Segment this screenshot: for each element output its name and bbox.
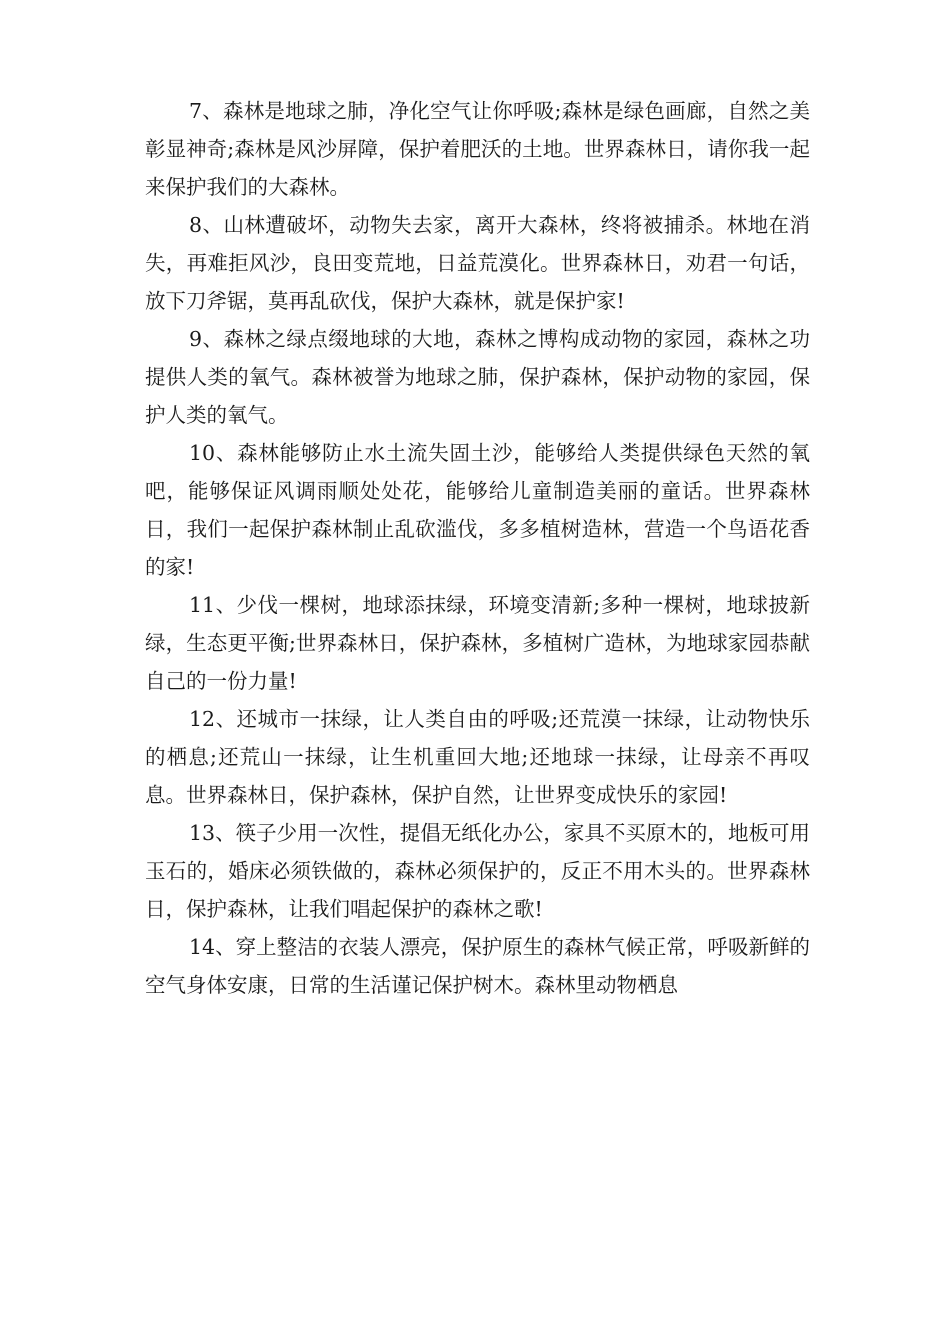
paragraph-13: 13、筷子少用一次性，提倡无纸化办公，家具不买原木的，地板可用玉石的，婚床必须铁做的，森林必须保护的，反正不用木头的。世界森林日，保护森林，让我们唱起保护的森林之歌!	[145, 821, 810, 921]
paragraph-8: 8、山林遭破坏，动物失去家，离开大森林，终将被捕杀。林地在消失，再难拒风沙，良田变荒地，日益荒漠化。世界森林日，劝君一句话，放下刀斧锯，莫再乱砍伐，保护大森林，就是保护家!	[145, 213, 810, 313]
paragraph-10: 10、森林能够防止水土流失固土沙，能够给人类提供绿色天然的氧吧，能够保证风调雨顺处处花，能够给儿童制造美丽的童话。世界森林日，我们一起保护森林制止乱砍滥伐，多多植树造林，营造一个鸟语花香的家!	[145, 441, 810, 579]
paragraph-14: 14、穿上整洁的衣装人漂亮，保护原生的森林气候正常，呼吸新鲜的空气身体安康，日常的生活谨记保护树木。森林里动物栖息	[145, 935, 810, 997]
paragraph-9: 9、森林之绿点缀地球的大地，森林之博构成动物的家园，森林之功提供人类的氧气。森林被誉为地球之肺，保护森林，保护动物的家园，保护人类的氧气。	[145, 327, 810, 427]
paragraph-12: 12、还城市一抹绿，让人类自由的呼吸;还荒漠一抹绿，让动物快乐的栖息;还荒山一抹绿，让生机重回大地;还地球一抹绿，让母亲不再叹息。世界森林日，保护森林，保护自然，让世界变成快乐的家园!	[145, 707, 810, 807]
paragraph-7: 7、森林是地球之肺，净化空气让你呼吸;森林是绿色画廊，自然之美彰显神奇;森林是风沙屏障，保护着肥沃的土地。世界森林日，请你我一起来保护我们的大森林。	[145, 99, 810, 199]
paragraph-11: 11、少伐一棵树，地球添抹绿，环境变清新;多种一棵树，地球披新绿，生态更平衡;世界森林日，保护森林，多植树广造林，为地球家园恭献自己的一份力量!	[145, 593, 810, 693]
